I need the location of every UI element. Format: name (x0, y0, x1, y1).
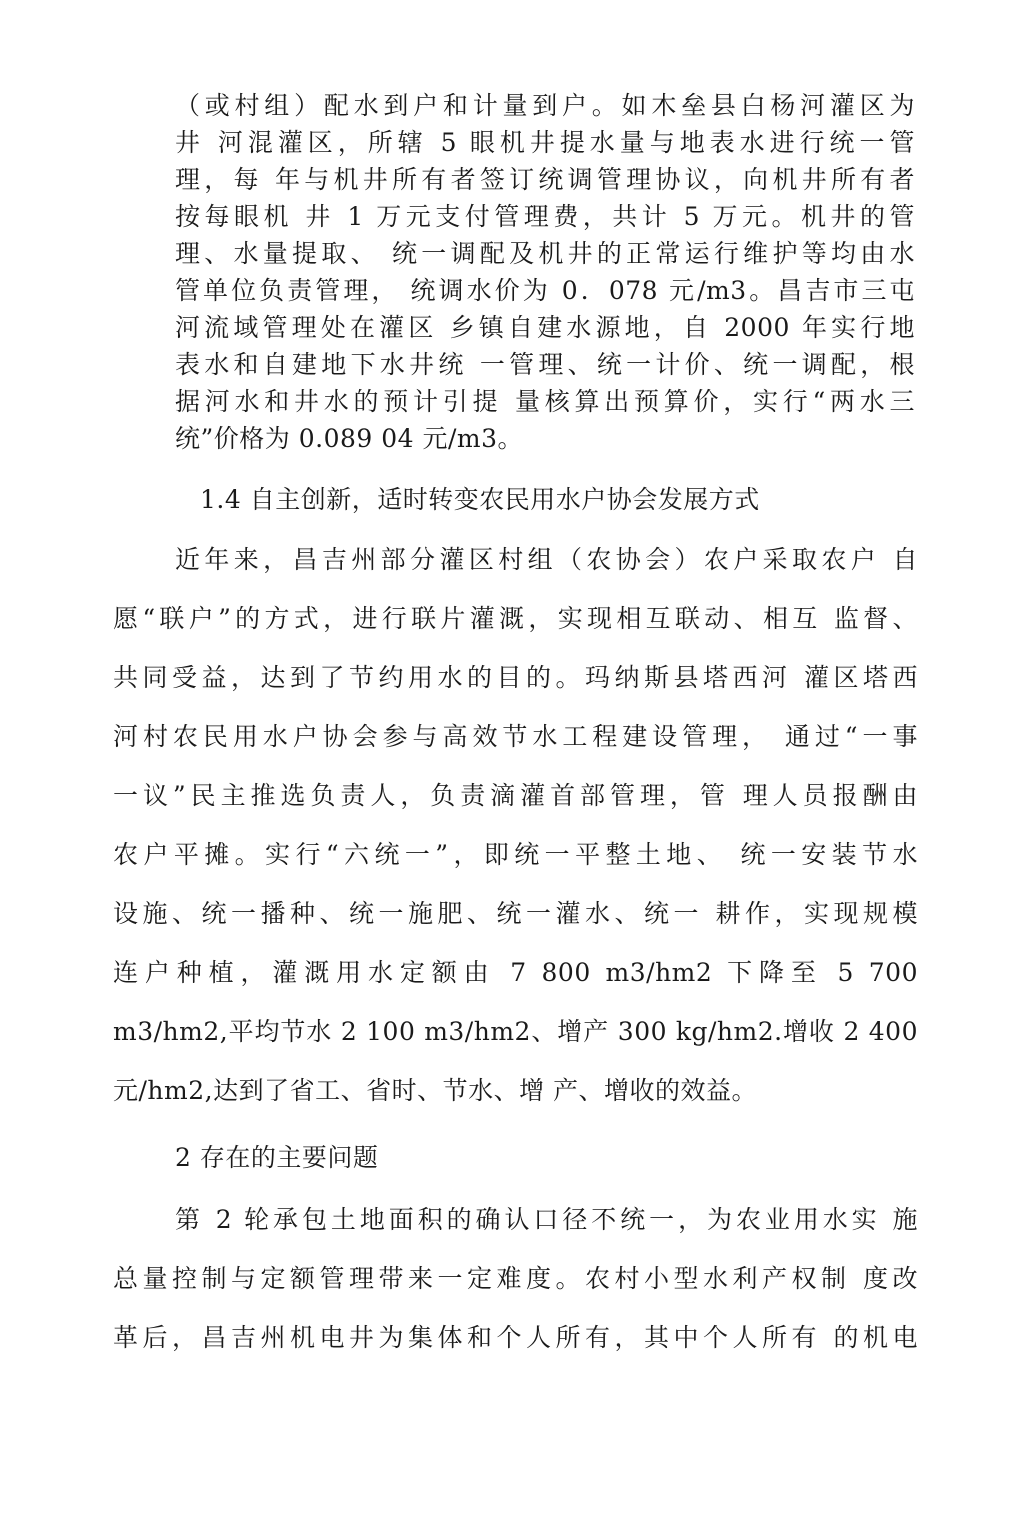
paragraph-1-line: 理、水量提取、 统一调配及机井的正常运行维护等均由水 (175, 239, 915, 268)
section-heading-1-4: 1.4 自主创新，适时转变农民用水户协会发展方式 (200, 485, 760, 514)
paragraph-3-line: 总量控制与定额管理带来一定难度。农村小型水利产权制 度改 (113, 1264, 918, 1293)
paragraph-2-line: 近年来，昌吉州部分灌区村组（农协会）农户采取农户 自 (175, 545, 918, 574)
paragraph-2-line: 元/hm2,达到了省工、省时、节水、增 产、增收的效益。 (113, 1076, 758, 1105)
paragraph-1-line: 表水和自建地下水井统 一管理、统一计价、统一调配，根 (175, 350, 915, 379)
paragraph-2-line: 连户种植，灌溉用水定额由 7 800 m3/hm2 下降至 5 700 (113, 958, 918, 987)
paragraph-3 (113, 1190, 918, 1367)
paragraph-1-line: 理，每 年与机井所有者签订统调管理协议，向机井所有者 (175, 165, 915, 194)
paragraph-2-line: 愿“联户”的方式，进行联片灌溉，实现相互联动、相互 监督、 (113, 604, 918, 633)
paragraph-2-line: 河村农民用水户协会参与高效节水工程建设管理， 通过“一事 (113, 722, 918, 751)
paragraph-1 (175, 87, 915, 457)
paragraph-2-line: 设施、统一播种、统一施肥、统一灌水、统一 耕作，实现规模 (113, 899, 918, 928)
paragraph-1-line: 据河水和井水的预计引提 量核算出预算价，实行“两水三 (175, 387, 915, 416)
paragraph-2-line: 共同受益，达到了节约用水的目的。玛纳斯县塔西河 灌区塔西 (113, 663, 918, 692)
paragraph-1-line: 河流域管理处在灌区 乡镇自建水源地，自 2000 年实行地 (175, 313, 915, 342)
paragraph-3-line: 第 2 轮承包土地面积的确认口径不统一，为农业用水实 施 (175, 1205, 918, 1234)
paragraph-1-line: 统”价格为 0.089 04 元/m3。 (175, 424, 524, 453)
paragraph-2-line: 农户平摊。实行“六统一”，即统一平整土地、 统一安装节水 (113, 840, 918, 869)
paragraph-2 (113, 530, 918, 1120)
section-heading-2: 2 存在的主要问题 (175, 1143, 379, 1172)
paragraph-1-line: 按每眼机 井 1 万元支付管理费，共计 5 万元。机井的管 (175, 202, 915, 231)
paragraph-1-line: 井 河混灌区，所辖 5 眼机井提水量与地表水进行统一管 (175, 128, 915, 157)
paragraph-2-line: 一议”民主推选负责人，负责滴灌首部管理，管 理人员报酬由 (113, 781, 918, 810)
paragraph-2-line: m3/hm2,平均节水 2 100 m3/hm2、增产 300 kg/hm2.增收 2 400 (113, 1017, 918, 1046)
paragraph-1-line: （或村组）配水到户和计量到户。如木垒县白杨河灌区为 (175, 91, 915, 120)
paragraph-1-line: 管单位负责管理， 统调水价为 0．078 元/m3。昌吉市三屯 (175, 276, 915, 305)
paragraph-3-line: 革后，昌吉州机电井为集体和个人所有，其中个人所有 的机电 (113, 1323, 918, 1352)
